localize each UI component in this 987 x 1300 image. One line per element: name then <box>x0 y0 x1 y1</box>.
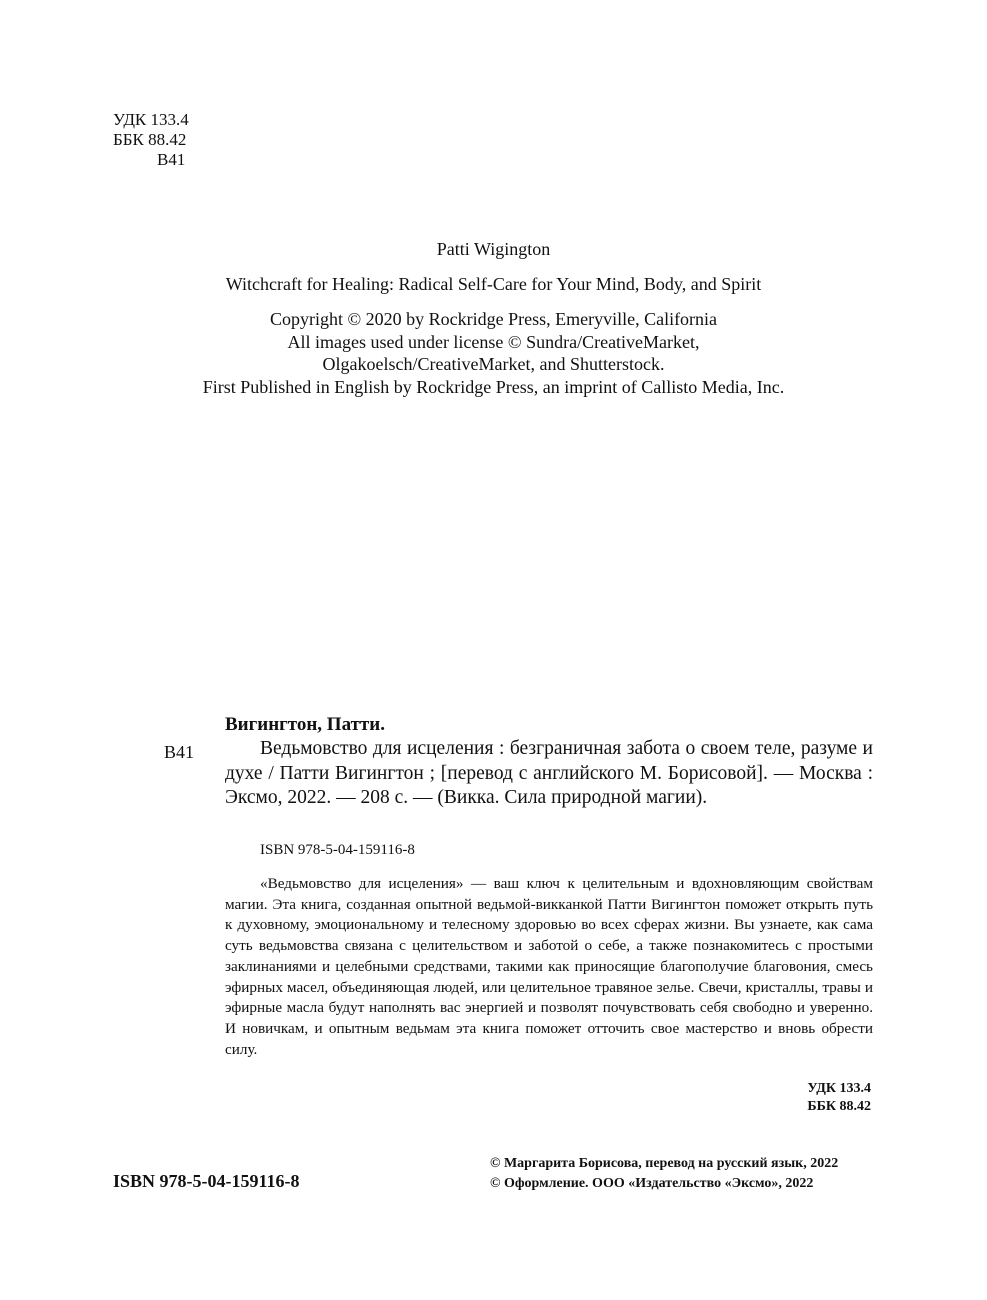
card-isbn: ISBN 978-5-04-159116-8 <box>260 842 415 858</box>
footer-isbn: ISBN 978-5-04-159116-8 <box>113 1171 300 1191</box>
bbk-code: ББК 88.42 <box>113 130 187 149</box>
copyright-line: All images used under license © Sundra/CreativeMarket, <box>287 331 700 352</box>
original-copyright <box>0 308 987 398</box>
card-bibliographic-description: Ведьмовство для исцеления : безграничная забота о своем теле, разуме и духе / Патти Вигингтон ; [перевод с английского М. Борисовой]. — Москва : Эксмо, 2022. — 208 с. — (Викка. Сила природной магии). <box>225 738 873 808</box>
design-copyright: © Оформление. ООО «Издательство «Эксмо», 2022 <box>490 1176 814 1191</box>
original-title: Witchcraft for Healing: Radical Self-Care for Your Mind, Body, and Spirit <box>225 274 762 294</box>
card-classification-codes <box>600 1080 871 1116</box>
card-bbk-code: ББК 88.42 <box>807 1099 871 1114</box>
footer-copyright <box>490 1154 872 1194</box>
original-author: Patti Wigington <box>436 239 551 259</box>
author-mark: В41 <box>157 150 186 169</box>
classification-codes <box>113 110 189 170</box>
translation-copyright: © Маргарита Борисова, перевод на русский язык, 2022 <box>490 1156 839 1171</box>
udk-code: УДК 133.4 <box>113 110 189 129</box>
copyright-line: First Published in English by Rockridge Press, an imprint of Callisto Media, Inc. <box>202 376 785 397</box>
copyright-line: Olgakoelsch/CreativeMarket, and Shutterstock. <box>322 354 665 374</box>
card-author: Вигингтон, Патти. <box>225 714 385 735</box>
card-author-mark: В41 <box>164 742 195 762</box>
copyright-line: Copyright © 2020 by Rockridge Press, Emeryville, California <box>269 309 718 329</box>
book-annotation: «Ведьмовство для исцеления» — ваш ключ к целительным и вдохновляющим свойствам магии. Эта книга, созданная опытной ведьмой-викканкой Патти Вигингтон поможет открыть путь к духовному, эмоциональному и телесному здоровью во всех сферах жизни. Вы узнаете, как сама суть ведьмовства связана с целительством и заботой о себе, а также познакомитесь с простыми заклинаниями и целебными средствами, такими как приносящие благополучие благовония, смесь эфирных масел, объединяющая людей, или целительное травяное зелье. Свечи, кристаллы, травы и эфирные масла будут наполнять вас энергией и позволят почувствовать себя свободно и уверенно. И новичкам, и опытным ведьмам эта книга поможет отточить свое мастерство и вновь обрести силу. <box>225 875 873 1058</box>
card-udk-code: УДК 133.4 <box>807 1081 871 1096</box>
